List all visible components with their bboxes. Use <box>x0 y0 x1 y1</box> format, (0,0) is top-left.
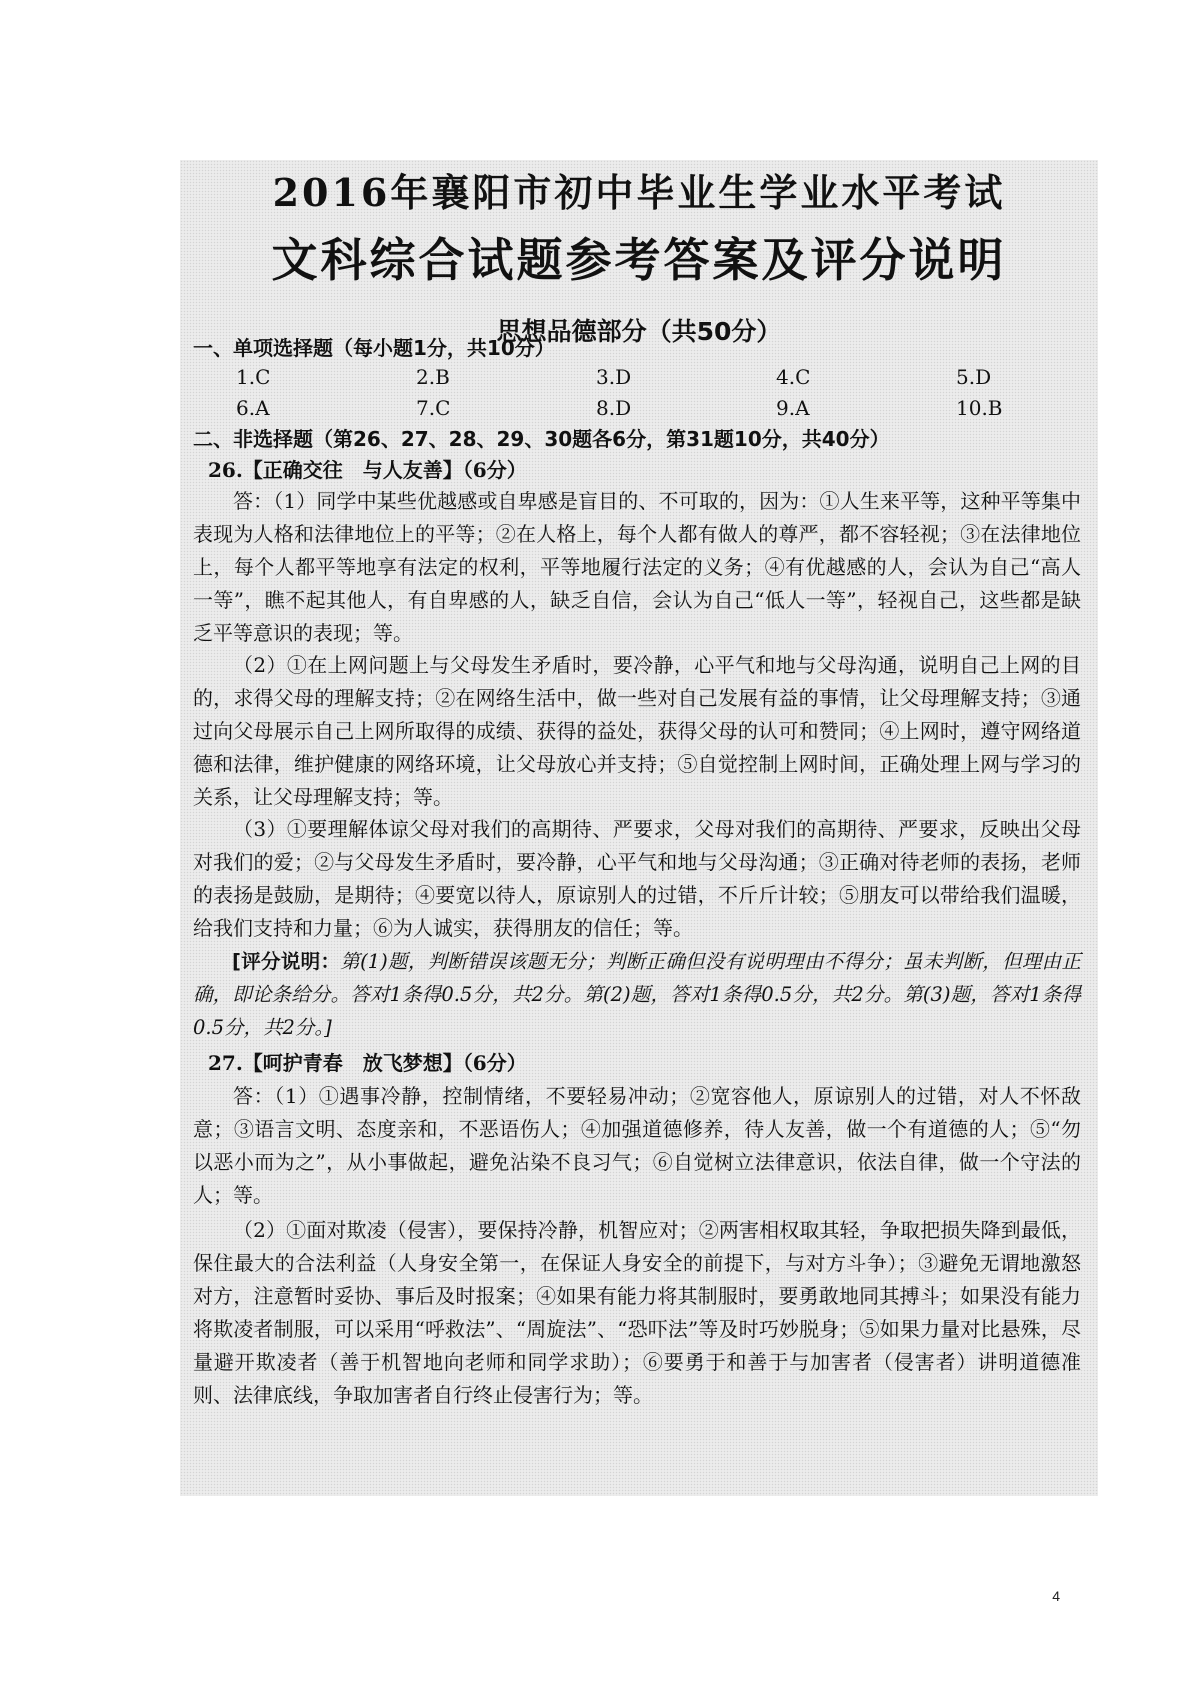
part1-heading: 一、单项选择题（每小题1分，共10分） <box>193 336 555 360</box>
answer-item: 8.D <box>596 396 632 420</box>
answer-item: 10.B <box>956 396 1003 420</box>
answer-item: 6.A <box>236 396 270 420</box>
answer-item: 3.D <box>596 365 632 389</box>
scoring-note-label: [评分说明： <box>232 950 341 973</box>
q26-answer-1: 答：（1）同学中某些优越感或自卑感是盲目的、不可取的，因为：①人生来平等，这种平等集中表现为人格和法律地位上的平等；②在人格上，每个人都有做人的尊严，都不容轻视；③在法律地位上，每个人都平等地享有法定的权利，平等地履行法定的义务；④有优越感的人，会认为自己“高人一等”，瞧不起其他人，有自卑感的人，缺乏自信，会认为自己“低人一等”，轻视自己，这些都是缺乏平等意识的表现；等。 <box>193 489 1081 645</box>
q26-heading: 26.【正确交往 与人友善】（6分） <box>208 458 527 482</box>
q26-answer-3: （3）①要理解体谅父母对我们的高期待、严要求，父母对我们的高期待、严要求，反映出父母对我们的爱；②与父母发生矛盾时，要冷静，心平气和地与父母沟通；③正确对待老师的表扬，老师的表扬是鼓励，是期待；④要宽以待人，原谅别人的过错，不斤斤计较；⑤朋友可以带给我们温暖，给我们支持和力量；⑥为人诚实，获得朋友的信任；等。 <box>193 817 1081 940</box>
answer-item: 5.D <box>956 365 992 389</box>
page-number: 4 <box>1052 1588 1060 1604</box>
q26-scoring-note <box>193 945 1081 1044</box>
exam-title: 2016年襄阳市初中毕业生学业水平考试 <box>272 170 1006 215</box>
q27-answer-1: 答：（1）①遇事冷静，控制情绪，不要轻易冲动；②宽容他人，原谅别人的过错，对人不怀敌意；③语言文明、态度亲和，不恶语伤人；④加强道德修养，待人友善，做一个有道德的人；⑤“勿以恶小而为之”，从小事做起，避免沾染不良习气；⑥自觉树立法律意识，依法自律，做一个守法的人；等。 <box>193 1084 1081 1207</box>
answer-item: 2.B <box>416 365 450 389</box>
answer-row-1 <box>236 362 1056 392</box>
answer-item: 7.C <box>416 396 451 420</box>
answer-item: 1.C <box>236 365 271 389</box>
answer-item: 4.C <box>776 365 811 389</box>
q27-heading: 27.【呵护青春 放飞梦想】（6分） <box>208 1051 527 1075</box>
answer-row-2 <box>236 393 1056 423</box>
q27-answer-2: （2）①面对欺凌（侵害），要保持冷静，机智应对；②两害相权取其轻，争取把损失降到最低，保住最大的合法利益（人身安全第一，在保证人身安全的前提下，与对方斗争）；③避免无谓地激怒对方，注意暂时妥协、事后及时报案；④如果有能力将其制服时，要勇敢地同其搏斗；如果没有能力将欺凌者制服，可以采用“呼救法”、“周旋法”、“恐吓法”等及时巧妙脱身；⑤如果力量对比悬殊，尽量避开欺凌者（善于机智地向老师和同学求助）；⑥要勇于和善于与加害者（侵害者）讲明道德准则、法律底线，争取加害者自行终止侵害行为；等。 <box>193 1218 1081 1407</box>
scoring-note-text: 第(1)题，判断错误该题无分；判断正确但没有说明理由不得分；虽未判断，但理由正确，即论条给分。答对1条得0.5分，共2分。第(2)题，答对1条得0.5分，共2分。第(3)题，答对1条得0.5分，共2分。] <box>193 950 1081 1039</box>
part2-heading: 二、非选择题（第26、27、28、29、30题各6分，第31题10分，共40分） <box>193 427 890 451</box>
section-title: 思想品德部分（共50分） <box>496 317 782 346</box>
q26-answer-2: （2）①在上网问题上与父母发生矛盾时，要冷静，心平气和地与父母沟通，说明自己上网的目的，求得父母的理解支持；②在网络生活中，做一些对自己发展有益的事情，让父母理解支持；③通过向父母展示自己上网所取得的成绩、获得的益处，获得父母的认可和赞同；④上网时，遵守网络道德和法律，维护健康的网络环境，让父母放心并支持；⑤自觉控制上网时间，正确处理上网与学习的关系，让父母理解支持；等。 <box>193 653 1081 809</box>
document-title: 文科综合试题参考答案及评分说明 <box>271 233 1007 287</box>
answer-item: 9.A <box>776 396 810 420</box>
